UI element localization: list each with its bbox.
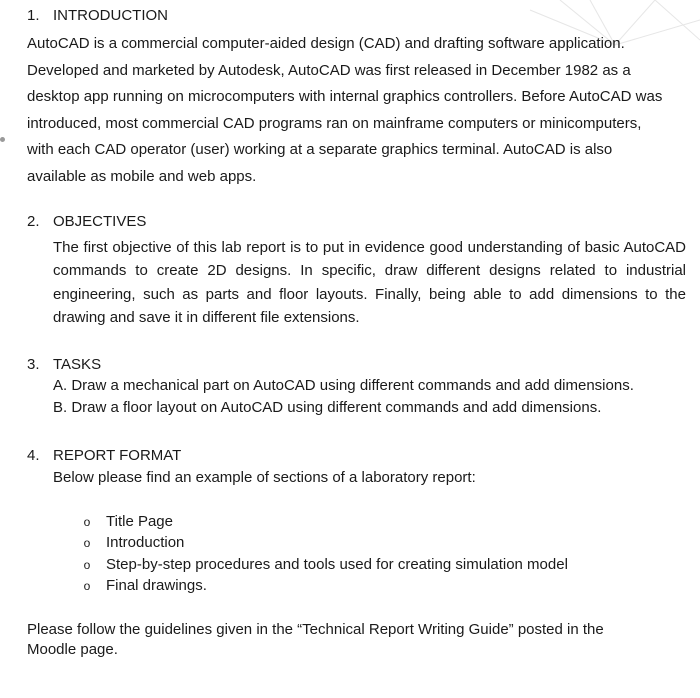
- section-title: OBJECTIVES: [53, 213, 147, 230]
- report-format-intro: Below please find an example of sections of a laboratory report:: [53, 469, 476, 486]
- bullet-icon: o: [83, 515, 91, 529]
- section-number: 1.: [27, 7, 40, 24]
- section-title: TASKS: [53, 356, 102, 373]
- section-number: 2.: [27, 213, 40, 230]
- task-item: B. Draw a floor layout on AutoCAD using different commands and add dimensions.: [53, 399, 602, 416]
- list-item-text: Introduction: [106, 534, 185, 552]
- objectives-paragraph: The first objective of this lab report is to put in evidence good understanding of basic AutoCAD commands to create 2D designs. In specific, draw different designs related to industrial engineering, such as parts and floor layouts. Finally, being able to add dimensions to the drawing and save it in different file extensions.: [53, 239, 686, 326]
- section-number: 3.: [27, 356, 40, 373]
- section-heading-report-format: [27, 447, 181, 465]
- bullet-icon: o: [83, 578, 91, 593]
- bullet-icon: o: [83, 536, 91, 551]
- section-heading-objectives: [27, 213, 146, 231]
- bullet-icon: o: [83, 557, 91, 572]
- closing-note: Please follow the guidelines given in the “Technical Report Writing Guide” posted in the Moodle page.: [27, 621, 604, 658]
- section-heading-tasks: [27, 356, 101, 374]
- task-item: A. Draw a mechanical part on AutoCAD using different commands and add dimensions.: [53, 377, 634, 394]
- introduction-paragraph: AutoCAD is a commercial computer-aided design (CAD) and drafting software application. Developed and marketed by Autodesk, AutoCAD was first released in December 1982 as a desktop app running on microcomputers with internal graphics controllers. Before AutoCAD was introduced, most commercial CAD programs ran on mainframe computers or minicomputers, with each CAD operator (user) working at a separate graphics terminal. AutoCAD is also available as mobile and web apps.: [27, 35, 663, 185]
- list-item-text: Step-by-step procedures and tools used for creating simulation model: [106, 555, 568, 573]
- section-title: REPORT FORMAT: [53, 447, 182, 464]
- list-item-text: Title Page: [106, 513, 173, 530]
- list-item-text: Final drawings.: [106, 576, 207, 594]
- section-title: INTRODUCTION: [53, 7, 168, 24]
- section-number: 4.: [27, 447, 40, 464]
- section-heading-introduction: [27, 7, 168, 25]
